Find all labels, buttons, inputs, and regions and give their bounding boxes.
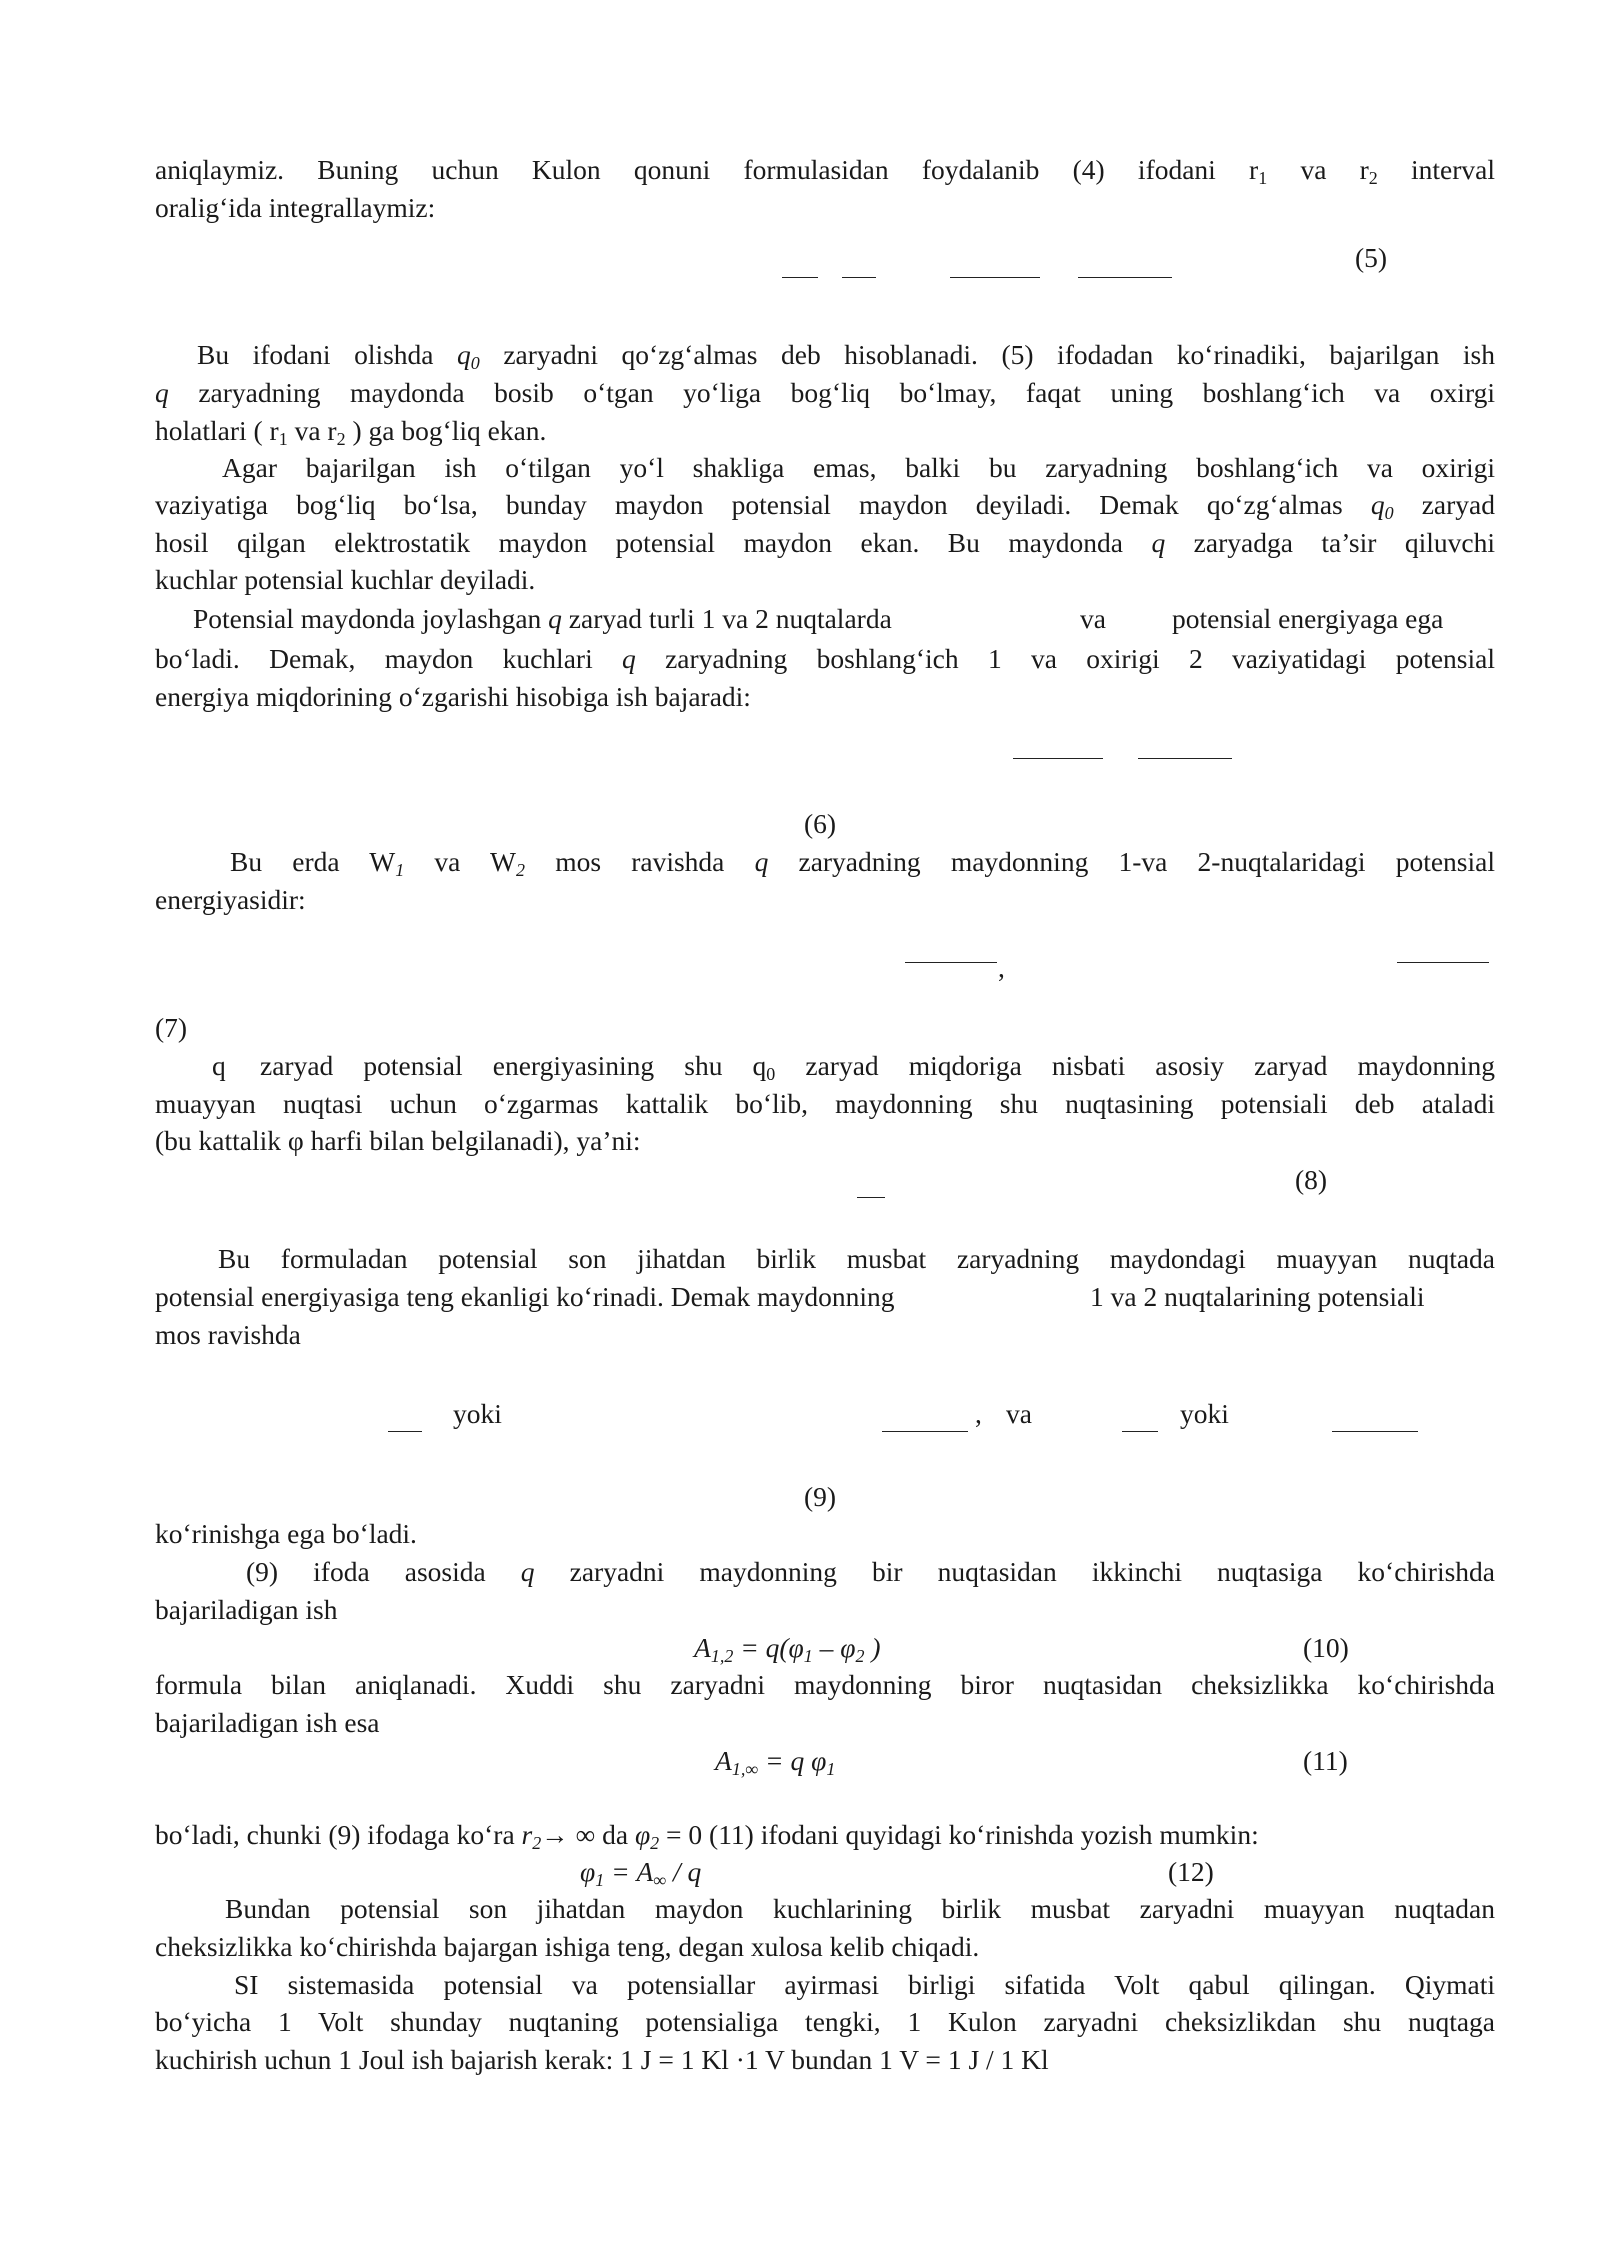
formula-blank [1332, 1431, 1418, 1432]
text-line: hosil qilgan elektrostatik maydon potensial maydon ekan. Bu maydonda q zaryadga ta’sir qiluvchi [155, 527, 1495, 558]
text-fragment: q [212, 1050, 226, 1081]
text-line: holatlari ( $r_1$ va $r_2$ ) ga bog‘liq ekan. [155, 415, 547, 449]
equation-number: (11) [1303, 1745, 1348, 1776]
formula-blank [842, 277, 876, 278]
formula-blank [1122, 1431, 1158, 1432]
text-line: Bu erda $W_1$ va $W_2$ mos ravishda q zaryadning maydonning 1-va 2-nuqtalaridagi potensial [230, 846, 1495, 880]
text-line: oralig‘ida integrallaymiz: [155, 192, 436, 223]
equation-number: (6) [804, 808, 837, 839]
text-fragment: va [1080, 603, 1106, 634]
text-line: energiyasidir: [155, 884, 306, 915]
text-line: energiya miqdorining o‘zgarishi hisobiga ish bajaradi: [155, 681, 751, 712]
text-line: Bundan potensial son jihatdan maydon kuchlarining birlik musbat zaryadni muayyan nuqtadan [225, 1893, 1495, 1924]
text-line: vaziyatiga bog‘liq bo‘lsa, bunday maydon potensial maydon deyiladi. Demak qo‘zg‘almas $q_0$ zaryad [155, 489, 1495, 523]
text-line: bajariladigan ish esa [155, 1707, 380, 1738]
text-line: cheksizlikka ko‘chirishda bajargan ishiga teng, degan xulosa kelib chiqadi. [155, 1931, 980, 1962]
text-line: bo‘yicha 1 Volt shunday nuqtaning potensialiga tengki, 1 Kulon zaryadni cheksizlikdan shu nuqtaga [155, 2006, 1495, 2037]
text-line: Bu ifodani olishda $q_0$ zaryadni qo‘zg‘almas deb hisoblanadi. (5) ifodadan ko‘rinadiki, bajarilgan ish [197, 339, 1495, 373]
text-line: formula bilan aniqlanadi. Xuddi shu zaryadni maydonning biror nuqtasidan cheksizlikka ko‘chirishda [155, 1669, 1495, 1700]
text-line: kuchirish uchun 1 Joul ish bajarish kerak: 1 J = 1 Kl ·1 V bundan 1 V = 1 J / 1 Kl [155, 2044, 1049, 2075]
equation-number: (8) [1295, 1164, 1328, 1195]
text-line: q zaryadning maydonda bosib o‘tgan yo‘liga bog‘liq bo‘lmay, faqat uning boshlang‘ich va oxirgi [155, 377, 1495, 408]
formula-blank [950, 277, 1040, 278]
formula-blank [857, 1197, 885, 1198]
formula-blank [1013, 758, 1103, 759]
equation-number: (12) [1168, 1856, 1214, 1887]
text-line: (bu kattalik φ harfi bilan belgilanadi), ya’ni: [155, 1125, 641, 1156]
text-line: kuchlar potensial kuchlar deyiladi. [155, 564, 536, 595]
text-line: mos ravishda [155, 1319, 301, 1350]
text-line: potensial energiyasiga teng ekanligi ko‘rinadi. Demak maydonning [155, 1281, 895, 1312]
equation-10: $A_{1,2} = q(\varphi_1 - \varphi_2$ ) [694, 1632, 881, 1666]
text-fragment: , [998, 952, 1005, 983]
text-line: (9) ifoda asosida q zaryadni maydonning bir nuqtasidan ikkinchi nuqtasiga ko‘chirishda [246, 1556, 1495, 1587]
equation-number: (9) [804, 1481, 837, 1512]
formula-blank [388, 1431, 422, 1432]
text-line: Potensial maydonda joylashgan q zaryad turli 1 va 2 nuqtalarda [193, 603, 892, 634]
text-fragment: va [1006, 1398, 1032, 1429]
equation-12: $\varphi_1 = A_\infty / q$ [580, 1856, 702, 1890]
text-line: aniqlaymiz. Buning uchun Kulon qonuni formulasidan foydalanib (4) ifodani $r_1$ va $r_2$ interval [155, 154, 1495, 188]
text-line: zaryad potensial energiyasining shu $q_0$ zaryad miqdoriga nisbati asosiy zaryad maydonning [260, 1050, 1496, 1084]
formula-blank [905, 962, 997, 963]
equation-number: (7) [155, 1012, 188, 1043]
formula-blank [782, 277, 818, 278]
equation-number: (10) [1303, 1632, 1349, 1663]
formula-blank [1078, 277, 1172, 278]
text-fragment: 1 va 2 nuqtalarining potensiali [1090, 1281, 1425, 1312]
formula-blank [882, 1431, 968, 1432]
text-fragment: , [975, 1398, 982, 1429]
text-fragment: potensial energiyaga ega [1172, 603, 1444, 634]
text-line: bajariladigan ish [155, 1594, 338, 1625]
text-fragment: yoki [453, 1398, 502, 1429]
formula-blank [1138, 758, 1232, 759]
text-line: Bu formuladan potensial son jihatdan birlik musbat zaryadning maydondagi muayyan nuqtada [218, 1243, 1495, 1274]
text-line: ko‘rinishga ega bo‘ladi. [155, 1518, 417, 1549]
text-line: Agar bajarilgan ish o‘tilgan yo‘l shakliga emas, balki bu zaryadning boshlang‘ich va oxirigi [222, 452, 1495, 483]
text-line: SI sistemasida potensial va potensiallar ayirmasi birligi sifatida Volt qabul qilingan. Qiymati [234, 1969, 1495, 2000]
text-line: bo‘ladi, chunki (9) ifodaga ko‘ra $r_2\to$ ∞ da $\varphi_2 = 0$ (11) ifodani quyidagi ko‘rinishda yozish mumkin: [155, 1819, 1259, 1853]
equation-number: (5) [1355, 242, 1388, 273]
text-fragment: yoki [1180, 1398, 1229, 1429]
text-line: bo‘ladi. Demak, maydon kuchlari q zaryadning boshlang‘ich 1 va oxirigi 2 vaziyatidagi potensial [155, 643, 1495, 674]
formula-blank [1397, 962, 1489, 963]
text-line: muayyan nuqtasi uchun o‘zgarmas kattalik bo‘lib, maydonning shu nuqtasining potensiali deb ataladi [155, 1088, 1495, 1119]
equation-11: $A_{1,\infty} = q$ $\varphi_1$ [715, 1745, 836, 1779]
